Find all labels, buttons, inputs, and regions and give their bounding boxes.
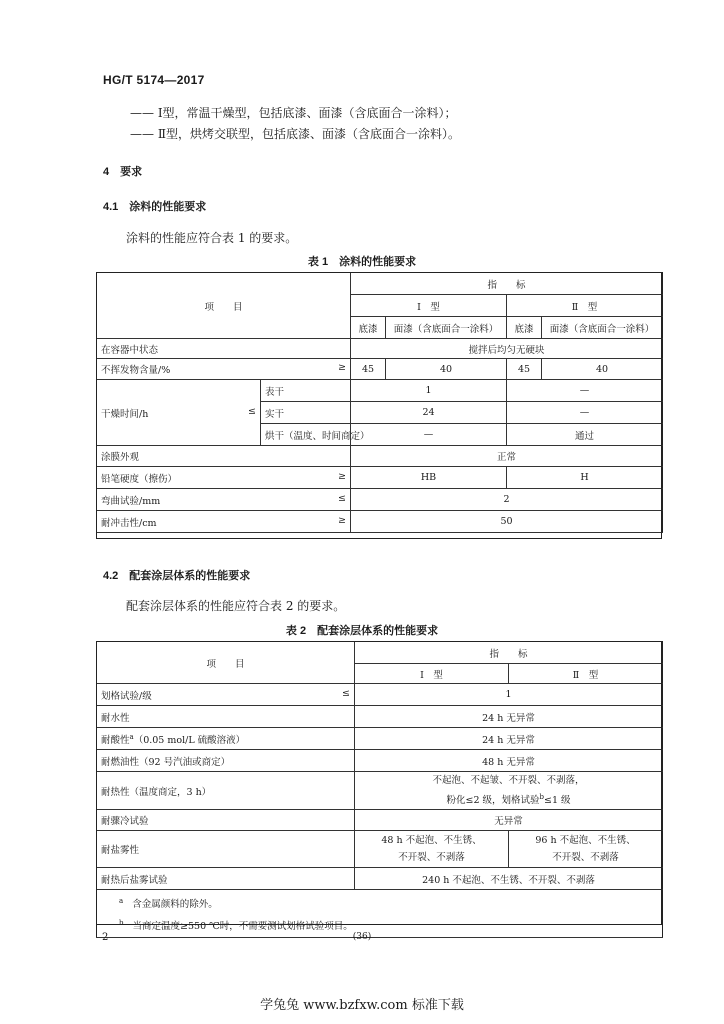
table1-sub-primer-2: 底漆 bbox=[507, 317, 542, 339]
row-heat-label: 耐热性（温度商定，3 h） bbox=[97, 772, 355, 810]
table1-sub-topcoat-2: 面漆（含底面合一涂料） bbox=[542, 317, 663, 339]
row-heatsalt-value: 240 h 不起泡、不生锈、不开裂、不剥落 bbox=[355, 868, 663, 890]
row-state-value: 搅拌后均匀无硬块 bbox=[351, 339, 663, 359]
watermark-text: 学兔兔 www.bzfxw.com 标准下载 bbox=[260, 998, 464, 1013]
section-4-1-heading: 4.1 涂料的性能要求 bbox=[103, 201, 207, 213]
row-acid-value: 24 h 无异常 bbox=[355, 728, 663, 750]
row-fuel-label: 耐燃油性（92 号汽油或商定） bbox=[97, 750, 355, 772]
row-solids-label: 不挥发物含量/% ≥ bbox=[97, 359, 351, 380]
section-4-2-heading: 4.2 配套涂层体系的性能要求 bbox=[103, 570, 251, 582]
table1-index-header: 指 标 bbox=[351, 273, 663, 295]
standard-code: HG/T 5174—2017 bbox=[103, 73, 205, 87]
row-solids-v3: 45 bbox=[507, 359, 542, 380]
row-dry-hard-t1: 24 bbox=[351, 402, 507, 424]
row-dry-bake-t1: — bbox=[351, 424, 507, 446]
table2 bbox=[96, 641, 663, 938]
row-crosscut-value: 1 bbox=[355, 684, 663, 706]
section-4-1-text: 涂料的性能应符合表 1 的要求。 bbox=[126, 231, 298, 245]
row-salt-t2: 96 h 不起泡、不生锈、 不开裂、不剥落 bbox=[509, 831, 663, 868]
intro-item-type1: —— Ⅰ型，常温干燥型，包括底漆、面漆（含底面合一涂料）； bbox=[130, 106, 457, 120]
row-acid-label: 耐酸性$^a$（0.05 mol/L 硫酸溶液） bbox=[97, 728, 355, 750]
row-dry-surface-t1: 1 bbox=[351, 380, 507, 402]
row-dry-hard-label: 实干 bbox=[261, 402, 351, 424]
row-state-label: 在容器中状态 bbox=[97, 339, 351, 359]
row-dry-hard-t2: — bbox=[507, 402, 663, 424]
row-appearance-label: 涂膜外观 bbox=[97, 446, 351, 467]
row-dry-surface-label: 表干 bbox=[261, 380, 351, 402]
row-pencil-t2: H bbox=[507, 467, 663, 489]
table1-type1-header: Ⅰ 型 bbox=[351, 295, 507, 317]
table1-caption: 表 1 涂料的性能要求 bbox=[307, 256, 417, 268]
page-number: 2 bbox=[102, 932, 109, 943]
row-heatsalt-label: 耐热后盐雾试验 bbox=[97, 868, 355, 890]
table2-index-header: 指 标 bbox=[355, 642, 663, 664]
section-4-2-text: 配套涂层体系的性能应符合表 2 的要求。 bbox=[126, 599, 346, 613]
table2-type2-header: Ⅱ 型 bbox=[509, 664, 663, 684]
row-salt-label: 耐盐雾性 bbox=[97, 831, 355, 868]
table1-sub-primer-1: 底漆 bbox=[351, 317, 386, 339]
row-bend-value: 2 bbox=[351, 489, 663, 511]
row-dry-surface-t2: — bbox=[507, 380, 663, 402]
row-solids-v2: 40 bbox=[386, 359, 507, 380]
table1 bbox=[96, 272, 663, 533]
row-fuel-value: 48 h 无异常 bbox=[355, 750, 663, 772]
table2-caption: 表 2 配套涂层体系的性能要求 bbox=[285, 625, 439, 637]
row-heat-value: 不起泡、不起皱、不开裂、不剥落， 粉化≤2 级，划格试验$^b$≤1 级 bbox=[355, 772, 663, 810]
table1-sub-topcoat-1: 面漆（含底面合一涂料） bbox=[386, 317, 507, 339]
table1-type2-header: Ⅱ 型 bbox=[507, 295, 663, 317]
row-bend-label: 弯曲试验/mm ≤ bbox=[97, 489, 351, 511]
row-solids-v4: 40 bbox=[542, 359, 663, 380]
row-water-value: 24 h 无异常 bbox=[355, 706, 663, 728]
table2-footnotes bbox=[97, 890, 663, 938]
intro-item-type2: —— Ⅱ型，烘烤交联型，包括底漆、面漆（含底面合一涂料）。 bbox=[130, 127, 460, 141]
row-dry-label: 干燥时间/h ≤ bbox=[97, 380, 261, 446]
row-pencil-t1: HB bbox=[351, 467, 507, 489]
page-sequence: (36) bbox=[352, 932, 372, 942]
footnote-b: $^b$ 当商定温度≥550 ℃时，不需要测试划格试验项目。 bbox=[119, 918, 353, 932]
row-water-label: 耐水性 bbox=[97, 706, 355, 728]
row-impact-label: 耐冲击性/cm ≥ bbox=[97, 511, 351, 533]
table1-item-header: 项 目 bbox=[97, 273, 351, 339]
row-pencil-label: 铅笔硬度（擦伤） ≥ bbox=[97, 467, 351, 489]
table2-type1-header: Ⅰ 型 bbox=[355, 664, 509, 684]
row-cold-value: 无异常 bbox=[355, 810, 663, 831]
row-appearance-value: 正常 bbox=[351, 446, 663, 467]
row-dry-bake-label: 烘干（温度、时间商定） bbox=[261, 424, 351, 446]
table2-item-header: 项 目 bbox=[97, 642, 355, 684]
row-crosscut-label: 划格试验/级 ≤ bbox=[97, 684, 355, 706]
section-4-heading: 4 要求 bbox=[103, 166, 143, 178]
row-dry-bake-t2: 通过 bbox=[507, 424, 663, 446]
row-impact-value: 50 bbox=[351, 511, 663, 533]
row-cold-label: 耐骤冷试验 bbox=[97, 810, 355, 831]
row-salt-t1: 48 h 不起泡、不生锈、 不开裂、不剥落 bbox=[355, 831, 509, 868]
footnote-a: $^a$ 含金属颜料的除外。 bbox=[119, 896, 218, 910]
row-solids-v1: 45 bbox=[351, 359, 386, 380]
